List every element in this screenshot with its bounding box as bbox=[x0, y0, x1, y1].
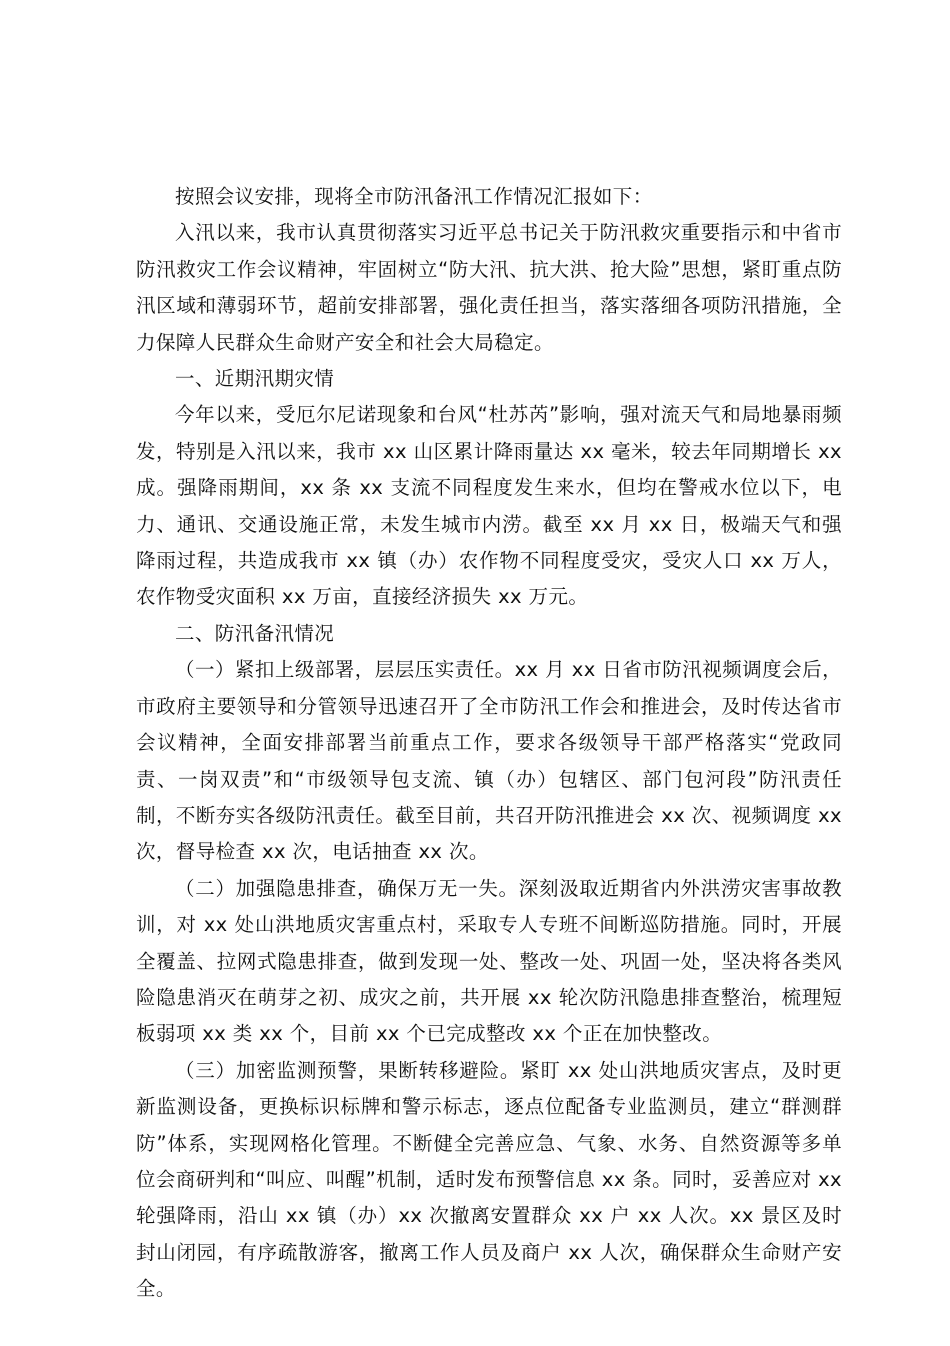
intro-paragraph: 入汛以来，我市认真贯彻落实习近平总书记关于防汛救灾重要指示和中省市防汛救灾工作会议精神，牢固树立“防大汛、抗大洪、抢大险”思想，紧盯重点防汛区域和薄弱环节，超前安排部署，强化责任担当，落实落细各项防汛措施，全力保障人民群众生命财产安全和社会大局稳定。 bbox=[136, 221, 842, 354]
measure-paragraph-2: （二）加强隐患排查，确保万无一失。深刻汲取近期省内外洪涝灾害事故教训，对 xx 处山洪地质灾害重点村，采取专人专班不间断巡防措施。同时，开展全覆盖、拉网式隐患排查，做到发现一处、整改一处、巩固一处，坚决将各类风险隐患消灭在萌芽之初、成灾之前，共开展 xx 轮次防汛隐患排查整治，梳理短板弱项 xx 类 xx 个，目前 xx 个已完成整改 xx 个正在加快整改。 bbox=[136, 876, 842, 1046]
opening-paragraph: 按照会议安排，现将全市防汛备汛工作情况汇报如下： bbox=[175, 185, 653, 208]
measure-paragraph-3: （三）加密监测预警，果断转移避险。紧盯 xx 处山洪地质灾害点，及时更新监测设备，更换标识标牌和警示标志，逐点位配备专业监测员，建立“群测群防”体系，实现网格化管理。不断健全完善应急、气象、水务、自然资源等多单位会商研判和“叫应、叫醒”机制，适时发布预警信息 xx 条。同时，妥善应对 xx 轮强降雨，沿山 xx 镇（办）xx 次撤离安置群众 xx 户 xx 人次。xx 景区及时封山闭园，有序疏散游客，撤离工作人员及商户 xx 人次，确保群众生命财产安全。 bbox=[136, 1058, 842, 1301]
section-heading-2: 二、防汛备汛情况 bbox=[175, 621, 335, 645]
measure-paragraph-1: （一）紧扣上级部署，层层压实责任。xx 月 xx 日省市防汛视频调度会后，市政府主要领导和分管领导迅速召开了全市防汛工作会和推进会，及时传达省市会议精神，全面安排部署当前重点工作，要求各级领导干部严格落实“党政同责、一岗双责”和“市级领导包支流、镇（办）包辖区、部门包河段”防汛责任制，不断夯实各级防汛责任。截至目前，共召开防汛推进会 xx 次、视频调度 xx 次，督导检查 xx 次，电话抽查 xx 次。 bbox=[136, 658, 842, 864]
disaster-paragraph: 今年以来，受厄尔尼诺现象和台风“杜苏芮”影响，强对流天气和局地暴雨频发，特别是入汛以来，我市 xx 山区累计降雨量达 xx 毫米，较去年同期增长 xx 成。强降雨期间，xx 条 xx 支流不同程度发生来水，但均在警戒水位以下，电力、通讯、交通设施正常，未发生城市内涝。截至 xx 月 xx 日，极端天气和强降雨过程，共造成我市 xx 镇（办）农作物不同程度受灾，受灾人口 xx 万人，农作物受灾面积 xx 万亩，直接经济损失 xx 万元。 bbox=[136, 403, 842, 609]
section-heading-1: 一、近期汛期灾情 bbox=[175, 367, 335, 391]
document-body bbox=[136, 179, 842, 1308]
